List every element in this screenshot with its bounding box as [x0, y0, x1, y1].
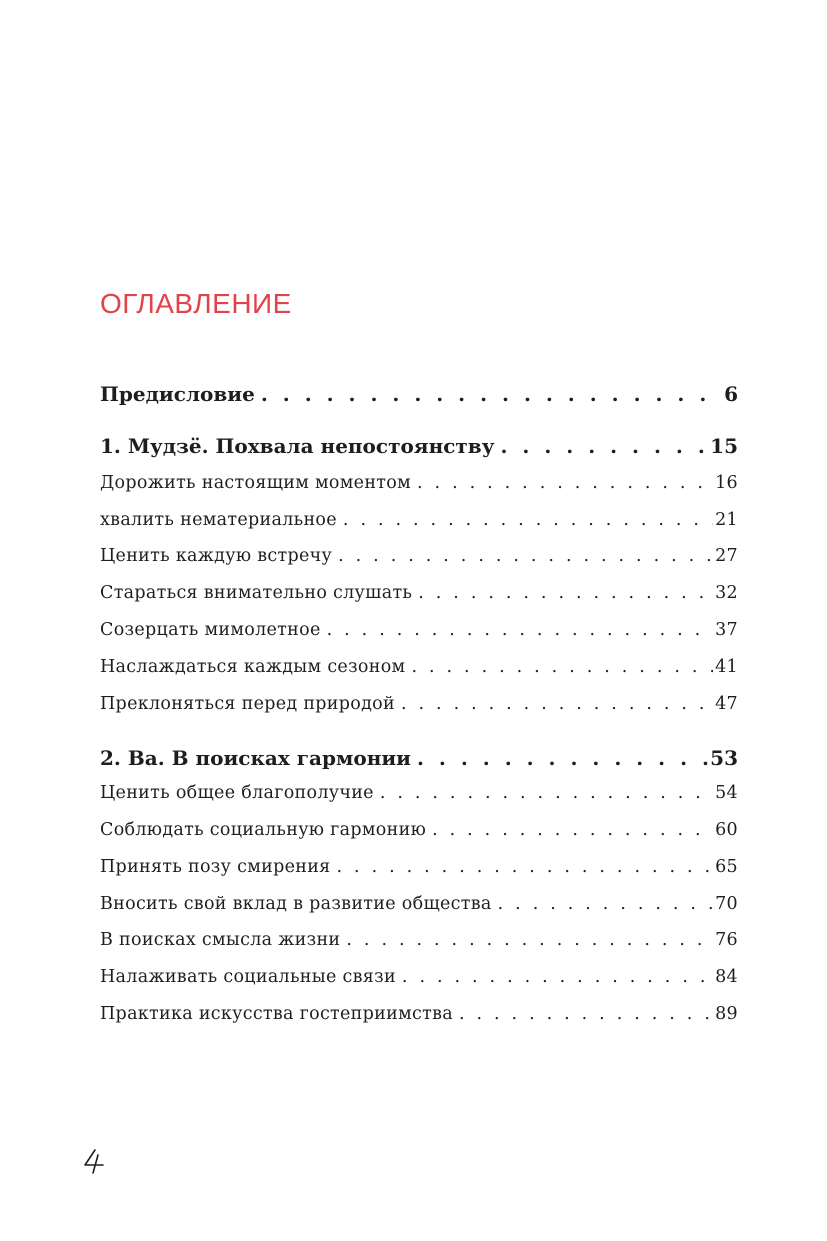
- toc-entry-title: Ценить общее благополучие: [100, 783, 374, 803]
- dot-leader: [401, 694, 713, 714]
- dot-leader: [432, 820, 713, 840]
- toc-entry-page: 27: [715, 546, 738, 566]
- dot-leader: [337, 857, 714, 877]
- dot-leader: [417, 746, 708, 770]
- toc-entry-page: 47: [715, 694, 738, 714]
- dot-leader: [411, 657, 713, 677]
- toc-entry[interactable]: [100, 967, 738, 1003]
- toc-entry-title: Соблюдать социальную гармонию: [100, 820, 427, 840]
- toc-entry-title: Налаживать социальные связи: [100, 967, 396, 987]
- dot-leader: [501, 434, 709, 458]
- page-number-glyph: [82, 1148, 106, 1174]
- toc-entry-title: Дорожить настоящим моментом: [100, 473, 412, 493]
- dot-leader: [327, 620, 714, 640]
- toc-entry-page: 54: [715, 783, 738, 803]
- dot-leader: [402, 967, 713, 987]
- dot-leader: [459, 1004, 713, 1024]
- toc-entry[interactable]: [100, 783, 738, 819]
- toc-entry[interactable]: [100, 694, 738, 730]
- toc-entry-page: 37: [715, 620, 738, 640]
- toc-entry[interactable]: [100, 583, 738, 619]
- toc-entry-title: Преклоняться перед природой: [100, 694, 395, 714]
- toc-entry-page: 84: [715, 967, 738, 987]
- toc-chapter-title: 2. Ва. В поисках гармонии: [100, 746, 411, 770]
- toc-entry-page: 89: [715, 1004, 738, 1024]
- dot-leader: [261, 382, 722, 406]
- toc-entry-title: Предисловие: [100, 382, 255, 406]
- toc-entry-page: 16: [715, 473, 738, 493]
- toc-entry-page: 76: [715, 930, 738, 950]
- toc-chapter-page: 15: [710, 434, 738, 458]
- toc-entry-title: В поисках смысла жизни: [100, 930, 341, 950]
- dot-leader: [418, 583, 713, 603]
- toc-entry-title: Вносить свой вклад в развитие общества: [100, 894, 492, 914]
- toc-chapter-title: 1. Мудзё. Похвала непостоянству: [100, 434, 495, 458]
- toc-entry-title: хвалить нематериальное: [100, 510, 337, 530]
- dot-leader: [338, 546, 713, 566]
- toc-entry-title: Наслаждаться каждым сезоном: [100, 657, 406, 677]
- toc-entry[interactable]: [100, 930, 738, 966]
- toc-entry-title: Стараться внимательно слушать: [100, 583, 413, 603]
- dot-leader: [343, 510, 713, 530]
- toc-chapter-2[interactable]: [100, 746, 738, 782]
- toc-entry[interactable]: [100, 657, 738, 693]
- toc-preface[interactable]: [100, 382, 738, 418]
- toc-entry[interactable]: [100, 1004, 738, 1040]
- toc-chapter-page: 53: [710, 746, 738, 770]
- toc-entry[interactable]: [100, 620, 738, 656]
- dot-leader: [380, 783, 713, 803]
- toc-entry[interactable]: [100, 894, 738, 930]
- toc-entry-page: 60: [715, 820, 738, 840]
- toc-entry-page: 70: [715, 894, 738, 914]
- toc-heading: ОГЛАВЛЕНИЕ: [100, 288, 292, 319]
- toc-entry-page: 21: [715, 510, 738, 530]
- dot-leader: [346, 930, 713, 950]
- toc-entry-title: Практика искусства гостеприимства: [100, 1004, 453, 1024]
- toc-entry[interactable]: [100, 546, 738, 582]
- toc-entry[interactable]: [100, 820, 738, 856]
- toc-entry-page: 32: [715, 583, 738, 603]
- toc-entry-page: 6: [724, 382, 738, 406]
- toc-entry-title: Созерцать мимолетное: [100, 620, 321, 640]
- toc-entry-page: 41: [715, 657, 738, 677]
- toc-entry-page: 65: [715, 857, 738, 877]
- toc-entry-title: Ценить каждую встречу: [100, 546, 333, 566]
- toc-entry[interactable]: [100, 857, 738, 893]
- dot-leader: [417, 473, 713, 493]
- dot-leader: [498, 894, 713, 914]
- toc-entry[interactable]: [100, 473, 738, 509]
- toc-entry[interactable]: [100, 510, 738, 546]
- toc-entry-title: Принять позу смирения: [100, 857, 331, 877]
- toc-chapter-1[interactable]: [100, 434, 738, 470]
